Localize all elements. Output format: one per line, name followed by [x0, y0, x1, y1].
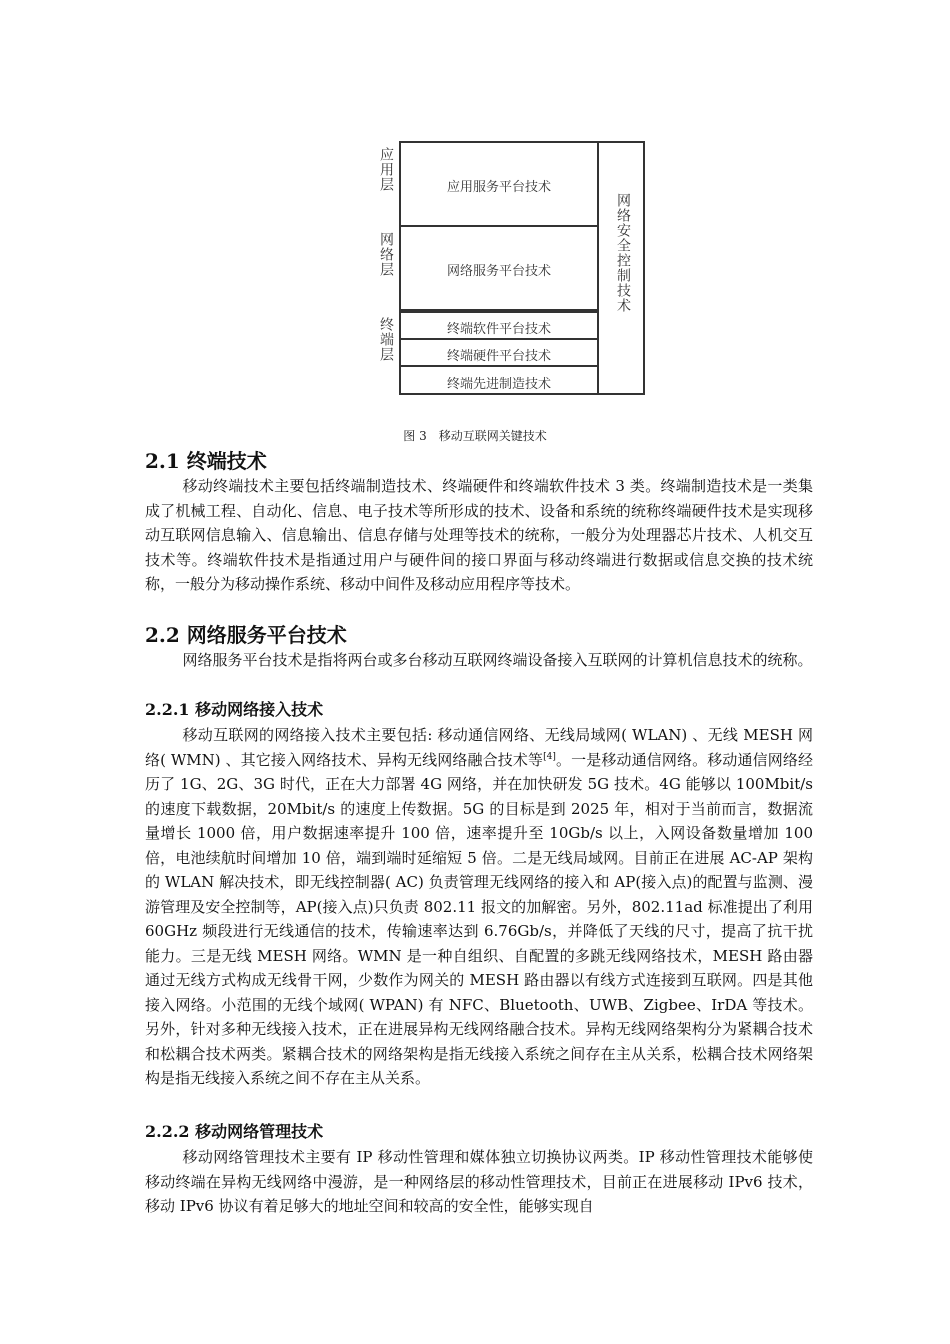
cell-terminal-software-platform — [399, 311, 599, 340]
section-body-2-2-2: 移动网络管理技术主要有 IP 移动性管理和媒体独立切换协议两类。IP 移动性管理技术能够使移动终端在异构无线网络中漫游，是一种网络层的移动性管理技术，目前正在进展移动 IPv6 技术，移动 IPv6 协议有着足够大的地址空间和较高的安全性，能够实现自 — [145, 1148, 813, 1215]
section-heading-2-2-2: 2.2.2 移动网络管理技术 — [145, 1122, 324, 1141]
cell-label: 应用服务平台技术 — [446, 180, 551, 195]
body-text-before-ref: 移动互联网的网络接入技术主要包括: 移动通信网络、无线局域网( WLAN) 、无线 MESH 网络( WMN) 、其它接入网络技术、异构无线网络融合技术等 — [145, 726, 813, 769]
cell-terminal-manufacturing — [399, 365, 599, 395]
section-body-2-2-1 — [145, 723, 813, 1091]
body-text-after-ref: 。一是移动通信网络。移动通信网络经历了 1G、2G、3G 时代，正在大力部署 4G 网络，并在加快研发 5G 技术。4G 能够以 100Mbit/s 的速度下载数据，20Mbit/s 的速度上传数据。5G 的目标是到 2025 年，相对于当前而言，数据流量增长 1000 倍，用户数据速率提升 100 倍，速率提升至 10Gb/s 以上，入网设备数量增加 100 倍，电池续航时间增加 10 倍，端到端时延缩短 5 倍。二是无线局域网。目前正在进展 AC-AP 架构的 WLAN 解决技术，即无线控制器( AC) 负责管理无线网络的接入和 AP(接入点)的配置与监测、漫游管理及安全控制等，AP(接入点)只负责 802.11 报文的加解密。另外，802.11ad 标准提出了利用 60GHz 频段进行无线通信的技术，传输速率达到 6.76Gb/s，并降低了天线的尺寸，提高了抗干扰能力。三是无线 MESH 网络。WMN 是一种自组织、自配置的多跳无线网络技术，MESH 路由器通过无线方式构成无线骨干网，少数作为网关的 MESH 路由器以有线方式连接到互联网。四是其他接入网络。小范围的无线个域网( WPAN) 有 NFC、Bluetooth、UWB、Zigbee、IrDA 等技术。另外，针对多种无线接入技术，正在进展异构无线网络融合技术。异构无线网络架构分为紧耦合技术和松耦合技术两类。紧耦合技术的网络架构是指无线接入系统之间存在主从关系，松耦合技术网络架构是指无线接入系统之间不存在主从关系。 — [145, 750, 813, 1087]
section-body-2-1: 移动终端技术主要包括终端制造技术、终端硬件和终端软件技术 3 类。终端制造技术是一类集成了机械工程、自动化、信息、电子技术等所形成的技术、设备和系统的统称终端硬件技术是实现移动互联网信息输入、信息输出、信息存储与处理等技术的统称，一般分为处理器芯片技术、人机交互技术等。终端软件技术是指通过用户与硬件间的接口界面与移动终端进行数据或信息交换的技术统称，一般分为移动操作系统、移动中间件及移动应用程序等技术。 — [145, 477, 813, 593]
side-label: 网络安全控制技术 — [615, 193, 631, 313]
cell-label: 终端先进制造技术 — [446, 377, 551, 392]
cell-application-service-platform — [399, 141, 599, 227]
section-heading-2-2-1: 2.2.1 移动网络接入技术 — [145, 700, 324, 719]
layer-label-network: 网络层 — [378, 232, 394, 277]
layer-label-application: 应用层 — [378, 147, 394, 192]
reference-marker: [4] — [543, 751, 556, 762]
section-heading-2-2: 2.2 网络服务平台技术 — [145, 623, 347, 647]
cell-terminal-hardware-platform — [399, 338, 599, 367]
cell-network-service-platform — [399, 225, 599, 311]
section-body-2-2: 网络服务平台技术是指将两台或多台移动互联网终端设备接入互联网的计算机信息技术的统称。 — [182, 651, 813, 669]
cell-label: 终端软件平台技术 — [446, 322, 551, 337]
cell-label: 终端硬件平台技术 — [446, 349, 551, 364]
cell-network-security-control — [597, 141, 645, 395]
section-heading-2-1: 2.1 终端技术 — [145, 449, 267, 473]
cell-label: 网络服务平台技术 — [446, 264, 551, 279]
layer-label-terminal: 终端层 — [378, 317, 394, 362]
figure-3-diagram — [342, 127, 658, 404]
figure-caption: 图 3 移动互联网关键技术 — [403, 429, 547, 443]
